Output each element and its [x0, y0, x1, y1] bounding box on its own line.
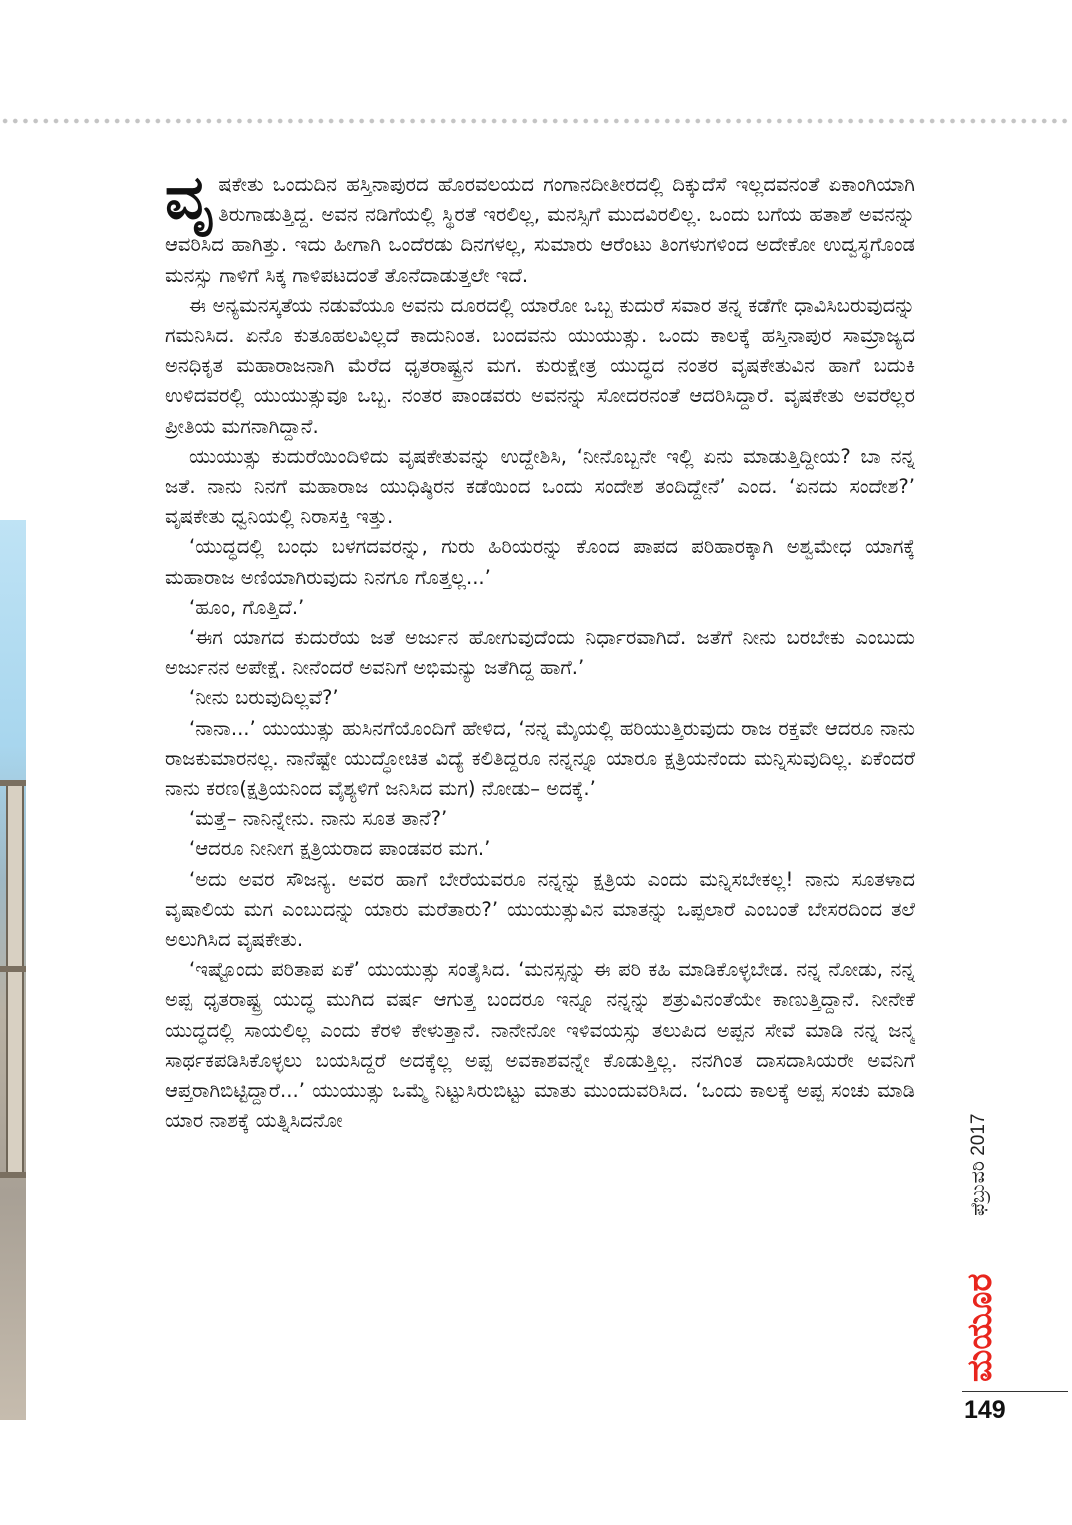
paragraph	[165, 170, 915, 291]
magazine-logo: ಮಯೂರ	[960, 1273, 1000, 1382]
paragraph: ‘ಅದು ಅವರ ಸೌಜನ್ಯ. ಅವರ ಹಾಗೆ ಬೇರೆಯವರೂ ನನ್ನನ್ನು ಕ್ಷತ್ರಿಯ ಎಂದು ಮನ್ನಿಸಬೇಕಲ್ಲ! ನಾನು ಸೂತಳಾದ ವೃಷಾಲಿಯ ಮಗ ಎಂಬುದನ್ನು ಯಾರು ಮರೆತಾರು?’ ಯುಯುತ್ಸುವಿನ ಮಾತನ್ನು ಒಪ್ಪಲಾರೆ ಎಂಬಂತೆ ಬೇಸರದಿಂದ ತಲೆ ಅಲುಗಿಸಿದ ವೃಷಕೇತು.	[165, 867, 915, 952]
issue-date: ಫೆಬ್ರುವರಿ 2017	[968, 1113, 989, 1216]
paragraph: ‘ಮತ್ತೆ– ನಾನಿನ್ನೇನು. ನಾನು ಸೂತ ತಾನೆ?’	[189, 807, 448, 831]
paragraph: ‘ನಾನಾ...’ ಯುಯುತ್ಸು ಹುಸಿನಗೆಯೊಂದಿಗೆ ಹೇಳಿದ, ‘ನನ್ನ ಮೈಯಲ್ಲಿ ಹರಿಯುತ್ತಿರುವುದು ರಾಜ ರಕ್ತವೇ ಆದರೂ ನಾನು ರಾಜಕುಮಾರನಲ್ಲ. ನಾನೆಷ್ಟೇ ಯುದ್ಧೋಚಿತ ವಿದ್ಯೆ ಕಲಿತಿದ್ದರೂ ನನ್ನನ್ನೂ ಯಾರೂ ಕ್ಷತ್ರಿಯನೆಂದು ಮನ್ನಿಸುವುದಿಲ್ಲ. ಏಕೆಂದರೆ ನಾನು ಕರಣ(ಕ್ಷತ್ರಿಯನಿಂದ ವೈಶ್ಯಳಿಗೆ ಜನಿಸಿದ ಮಗ) ನೋಡು– ಅದಕ್ಕೆ.’	[165, 716, 915, 801]
dotted-divider	[0, 117, 1072, 125]
paragraph: ‘ಯುದ್ಧದಲ್ಲಿ ಬಂಧು ಬಳಗದವರನ್ನು, ಗುರು ಹಿರಿಯರನ್ನು ಕೊಂದ ಪಾಪದ ಪರಿಹಾರಕ್ಕಾಗಿ ಅಶ್ವಮೇಧ ಯಾಗಕ್ಕೆ ಮಹಾರಾಜ ಅಣಿಯಾಗಿರುವುದು ನಿನಗೂ ಗೊತ್ತಲ್ಲ...’	[165, 535, 915, 589]
paragraph: ‘ಈಗ ಯಾಗದ ಕುದುರೆಯ ಜತೆ ಅರ್ಜುನ ಹೋಗುವುದೆಂದು ನಿರ್ಧಾರವಾಗಿದೆ. ಜತೆಗೆ ನೀನು ಬರಬೇಕು ಎಂಬುದು ಅರ್ಜುನನ ಅಪೇಕ್ಷೆ. ನೀನೆಂದರೆ ಅವನಿಗೆ ಅಭಿಮನ್ಯು ಜತೆಗಿದ್ದ ಹಾಗೆ.’	[165, 626, 915, 680]
paragraph: ಯುಯುತ್ಸು ಕುದುರೆಯಿಂದಿಳಿದು ವೃಷಕೇತುವನ್ನು ಉದ್ದೇಶಿಸಿ, ‘ನೀನೊಬ್ಬನೇ ಇಲ್ಲಿ ಏನು ಮಾಡುತ್ತಿದ್ದೀಯ? ಬಾ ನನ್ನ ಜತೆ. ನಾನು ನಿನಗೆ ಮಹಾರಾಜ ಯುಧಿಷ್ಠಿರನ ಕಡೆಯಿಂದ ಒಂದು ಸಂದೇಶ ತಂದಿದ್ದೇನೆ’ ಎಂದ. ‘ಏನದು ಸಂದೇಶ?’ ವೃಷಕೇತು ಧ್ವನಿಯಲ್ಲಿ ನಿರಾಸಕ್ತಿ ಇತ್ತು.	[165, 444, 915, 529]
paragraph: ‘ಆದರೂ ನೀನೀಗ ಕ್ಷತ್ರಿಯರಾದ ಪಾಂಡವರ ಮಗ.’	[189, 837, 491, 861]
edge-illustration	[0, 520, 26, 1420]
paragraph: ‘ಇಷ್ಟೊಂದು ಪರಿತಾಪ ಏಕೆ’ ಯುಯುತ್ಸು ಸಂತೈಸಿದ. ‘ಮನಸ್ಸನ್ನು ಈ ಪರಿ ಕಹಿ ಮಾಡಿಕೊಳ್ಳಬೇಡ. ನನ್ನ ನೋಡು, ನನ್ನ ಅಪ್ಪ ಧೃತರಾಷ್ಟ್ರ ಯುದ್ಧ ಮುಗಿದ ವರ್ಷ ಆಗುತ್ತ ಬಂದರೂ ಇನ್ನೂ ನನ್ನನ್ನು ಶತ್ರುವಿನಂತೆಯೇ ಕಾಣುತ್ತಿದ್ದಾನೆ. ನೀನೇಕೆ ಯುದ್ಧದಲ್ಲಿ ಸಾಯಲಿಲ್ಲ ಎಂದು ಕೆರಳಿ ಕೇಳುತ್ತಾನೆ. ನಾನೇನೋ ಇಳಿವಯಸ್ಸು ತಲುಪಿದ ಅಪ್ಪನ ಸೇವೆ ಮಾಡಿ ನನ್ನ ಜನ್ಮ ಸಾರ್ಥಕಪಡಿಸಿಕೊಳ್ಳಲು ಬಯಸಿದ್ದರೆ ಅದಕ್ಕೆಲ್ಲ ಅಪ್ಪ ಅವಕಾಶವನ್ನೇ ಕೊಡುತ್ತಿಲ್ಲ. ನನಗಿಂತ ದಾಸದಾಸಿಯರೇ ಅವನಿಗೆ ಆಪ್ತರಾಗಿಬಿಟ್ಟಿದ್ದಾರೆ...’ ಯುಯುತ್ಸು ಒಮ್ಮೆ ನಿಟ್ಟುಸಿರುಬಿಟ್ಟು ಮಾತು ಮುಂದುವರಿಸಿದ. ‘ಒಂದು ಕಾಲಕ್ಕೆ ಅಪ್ಪ ಸಂಚು ಮಾಡಿ ಯಾರ ನಾಶಕ್ಕೆ ಯತ್ನಿಸಿದನೋ	[165, 958, 915, 1133]
drop-cap: ವೃ	[165, 170, 215, 233]
article-body	[165, 170, 915, 1425]
paragraph: ಈ ಅನ್ಯಮನಸ್ಕತೆಯ ನಡುವೆಯೂ ಅವನು ದೂರದಲ್ಲಿ ಯಾರೋ ಒಬ್ಬ ಕುದುರೆ ಸವಾರ ತನ್ನ ಕಡೆಗೇ ಧಾವಿಸಿಬರುವುದನ್ನು ಗಮನಿಸಿದ. ಏನೊ ಕುತೂಹಲವಿಲ್ಲದೆ ಕಾದುನಿಂತ. ಬಂದವನು ಯುಯುತ್ಸು. ಒಂದು ಕಾಲಕ್ಕೆ ಹಸ್ತಿನಾಪುರ ಸಾಮ್ರಾಜ್ಯದ ಅನಧಿಕೃತ ಮಹಾರಾಜನಾಗಿ ಮೆರೆದ ಧೃತರಾಷ್ಟ್ರನ ಮಗ. ಕುರುಕ್ಷೇತ್ರ ಯುದ್ಧದ ನಂತರ ವೃಷಕೇತುವಿನ ಹಾಗೆ ಬದುಕಿ ಉಳಿದವರಲ್ಲಿ ಯುಯುತ್ಸುವೂ ಒಬ್ಬ. ನಂತರ ಪಾಂಡವರು ಅವನನ್ನು ಸೋದರನಂತೆ ಆದರಿಸಿದ್ದಾರೆ. ವೃಷಕೇತು ಅವರೆಲ್ಲರ ಪ್ರೀತಿಯ ಮಗನಾಗಿದ್ದಾನೆ.	[165, 293, 915, 438]
paragraph: ‘ನೀನು ಬರುವುದಿಲ್ಲವೆ?’	[189, 686, 339, 710]
page-number: 149	[964, 1396, 1006, 1424]
paragraph-text: ಷಕೇತು ಒಂದುದಿನ ಹಸ್ತಿನಾಪುರದ ಹೊರವಲಯದ ಗಂಗಾನದೀತೀರದಲ್ಲಿ ದಿಕ್ಕುದೆಸೆ ಇಲ್ಲದವನಂತೆ ಏಕಾಂಗಿಯಾಗಿ ತಿರುಗಾಡುತ್ತಿದ್ದ. ಅವನ ನಡಿಗೆಯಲ್ಲಿ ಸ್ಥಿರತೆ ಇರಲಿಲ್ಲ, ಮನಸ್ಸಿಗೆ ಮುದವಿರಲಿಲ್ಲ. ಒಂದು ಬಗೆಯ ಹತಾಶೆ ಅವನನ್ನು ಆವರಿಸಿದ ಹಾಗಿತ್ತು. ಇದು ಹೀಗಾಗಿ ಒಂದೆರಡು ದಿನಗಳಲ್ಲ, ಸುಮಾರು ಆರೆಂಟು ತಿಂಗಳುಗಳಿಂದ ಅದೇಕೋ ಉದ್ವಸ್ಥಗೊಂಡ ಮನಸ್ಸು ಗಾಳಿಗೆ ಸಿಕ್ಕ ಗಾಳಿಪಟದಂತೆ ತೊನೆದಾಡುತ್ತಲೇ ಇದೆ.	[165, 173, 915, 287]
paragraph: ‘ಹೂಂ, ಗೊತ್ತಿದೆ.’	[189, 595, 305, 619]
page-number-rule	[962, 1391, 1068, 1392]
